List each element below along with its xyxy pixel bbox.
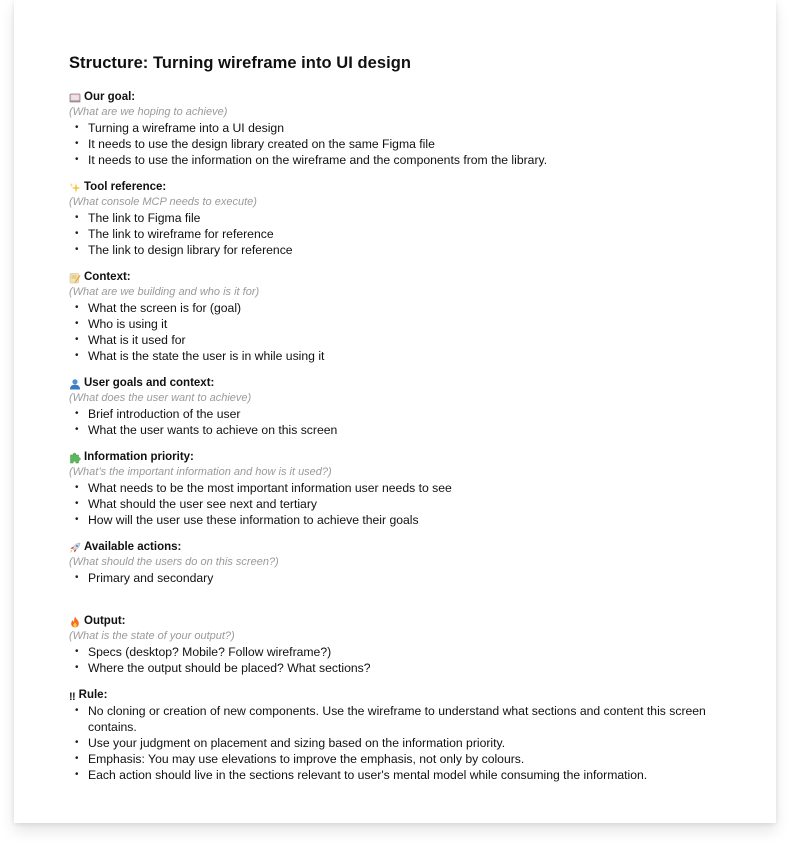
section-subtitle: (What is the state of your output?) — [69, 630, 235, 642]
bullet-list — [69, 210, 749, 258]
list-item: • What the screen is for (goal) — [69, 300, 749, 316]
section-information-priority — [69, 450, 749, 528]
list-item: • No cloning or creation of new components. Use the wireframe to understand what sections and content this screen contains. — [69, 703, 728, 735]
sparkles-icon — [69, 182, 81, 194]
list-item: • What is it used for — [69, 332, 749, 348]
bullet-list — [69, 406, 749, 438]
puzzle-icon — [69, 452, 81, 464]
list-item: • What should the user see next and tertiary — [69, 496, 749, 512]
list-item: • Brief introduction of the user — [69, 406, 749, 422]
section-subtitle: (What are we hoping to achieve) — [69, 106, 228, 118]
list-item: • Specs (desktop? Mobile? Follow wireframe?) — [69, 644, 749, 660]
section-heading: Our goal: — [84, 91, 136, 103]
user-icon — [69, 378, 81, 390]
section-available-actions — [69, 540, 749, 586]
list-item: • Primary and secondary — [69, 570, 749, 586]
bullet-list — [69, 570, 749, 586]
list-item: • The link to wireframe for reference — [69, 226, 749, 242]
fire-icon — [69, 616, 81, 628]
list-item: • It needs to use the information on the wireframe and the components from the library. — [69, 152, 749, 168]
section-tool-reference — [69, 180, 749, 258]
section-user-goals — [69, 376, 749, 438]
section-heading: Context: — [84, 271, 131, 283]
section-subtitle: (What are we building and who is it for) — [69, 286, 260, 298]
list-item: • The link to design library for reference — [69, 242, 749, 258]
bullet-list — [69, 703, 749, 783]
section-heading: Output: — [84, 615, 126, 627]
list-item: • How will the user use these information to achieve their goals — [69, 512, 749, 528]
bullet-list — [69, 644, 749, 676]
bullet-list — [69, 480, 749, 528]
memo-icon — [69, 272, 81, 284]
laptop-icon — [69, 92, 81, 104]
section-context — [69, 270, 749, 364]
list-item: • Turning a wireframe into a UI design — [69, 120, 749, 136]
list-item: • Use your judgment on placement and sizing based on the information priority. — [69, 735, 728, 751]
list-item: • Each action should live in the sections relevant to user's mental model while consuming the information. — [69, 767, 728, 783]
list-item: • It needs to use the design library created on the same Figma file — [69, 136, 749, 152]
rocket-icon — [69, 542, 81, 554]
section-our-goal — [69, 90, 749, 168]
section-heading: Tool reference: — [84, 181, 167, 193]
section-subtitle: (What’s the important information and how is it used?) — [69, 466, 332, 478]
list-item: • What the user wants to achieve on this screen — [69, 422, 749, 438]
bullet-list — [69, 120, 749, 168]
document-title: Structure: Turning wireframe into UI design — [69, 54, 411, 72]
section-heading: User goals and context: — [84, 377, 215, 389]
section-heading: Information priority: — [84, 451, 194, 463]
document-card — [14, 0, 776, 823]
list-item: • Where the output should be placed? What sections? — [69, 660, 749, 676]
section-heading: Available actions: — [84, 541, 182, 553]
list-item: • The link to Figma file — [69, 210, 749, 226]
list-item: • Who is using it — [69, 316, 749, 332]
double-exclamation-icon: ‼ — [69, 690, 76, 703]
section-subtitle: (What should the users do on this screen?) — [69, 556, 279, 568]
bullet-list — [69, 300, 749, 364]
section-subtitle: (What does the user want to achieve) — [69, 392, 252, 404]
list-item: • Emphasis: You may use elevations to improve the emphasis, not only by colours. — [69, 751, 728, 767]
section-rule — [69, 688, 749, 783]
section-heading: Rule: — [78, 689, 108, 701]
list-item: • What is the state the user is in while using it — [69, 348, 749, 364]
list-item: • What needs to be the most important information user needs to see — [69, 480, 749, 496]
section-subtitle: (What console MCP needs to execute) — [69, 196, 257, 208]
section-output — [69, 614, 749, 676]
document-content — [69, 52, 749, 795]
